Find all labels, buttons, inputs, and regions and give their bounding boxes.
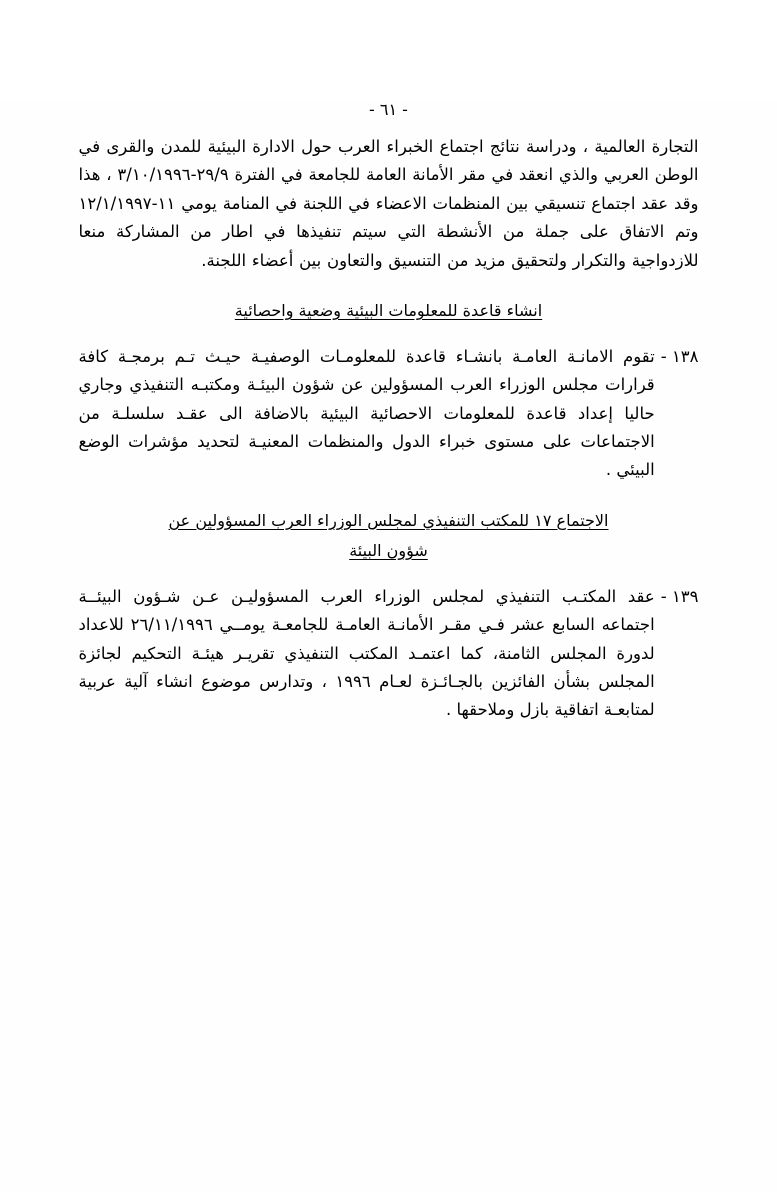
paragraph-number-139: ١٣٩ - [660,586,699,606]
section-heading-database-text: انشاء قاعدة للمعلومات البيئية وضعية واحصائية [234,300,543,320]
document-page [0,100,777,1192]
document-body [79,119,699,751]
paragraph-text-139: عقد المكتـب التنفيذي لمجلس الوزراء العرب المسؤوليـن عـن شـؤون البيئــة اجتماعه السابع عشر فـي مقـر الأمانـة العامـة للجامعـة يومــي ٢٦/١١/١٩٩٦ للاعداد لدورة المجلس الثامنة، كما اعتمـد المكتب التنفيذي تقريـر هيئـة التحكيم لجائزة المجلس بشأن الفائزين بالجـائـزة لعـام ١٩٩٦ ، وتدارس موضوع انشاء آلية عربية لمتابعـة اتفاقية بازل وملاحقها . [78,586,655,720]
numbered-paragraph-139 [79,583,699,725]
paragraph-text-138: تقوم الامانـة العامـة بانشـاء قاعدة للمعلومـات الوصفيـة حيـث تـم برمجـة كافة قرارات مجلس الوزراء العرب المسؤولين عن شؤون البيئـة ومكتبـه التنفيذي وجاري حاليا إعداد قاعدة للمعلومات الاحصائية البيئية بالاضافة الى عقـد سلسلـة من الاجتماعات على مستوى خبراء الدول والمنظمات المعنيـة لتحديد مؤشرات الوضع البيئي . [78,346,655,480]
paragraph-intro: التجارة العالمية ، ودراسة نتائج اجتماع الخبراء العرب حول الادارة البيئية للمدن والقرى في الوطن العربي والذي انعقد في مقر الأمانة العامة للجامعة في الفترة ٢٩/٩-٣/١٠/١٩٩٦ ، هذا وقد عقد اجتماع تنسيقي بين المنظمات الاعضاء في اللجنة في المنامة يومي ١١-١٢/١/١٩٩٧ وتم الاتفاق على جملة من الأنشطة التي سيتم تنفيذها في اطار من المشاركة منعا للازدواجية والتكرار ولتحقيق مزيد من التنسيق والتعاون بين أعضاء اللجنة. [78,137,699,270]
bottom-spacer [79,725,699,751]
section-heading-meeting-line1: الاجتماع ١٧ للمكتب التنفيذي لمجلس الوزراء العرب المسؤولين عن [168,510,609,530]
page-number: - ٦١ - [369,100,408,119]
section-heading-database [79,297,699,325]
numbered-paragraph-138 [79,343,699,485]
section-heading-meeting [79,507,699,565]
section-heading-meeting-line2: شؤون البيئة [349,540,428,560]
paragraph-number-138: ١٣٨ - [660,346,699,366]
